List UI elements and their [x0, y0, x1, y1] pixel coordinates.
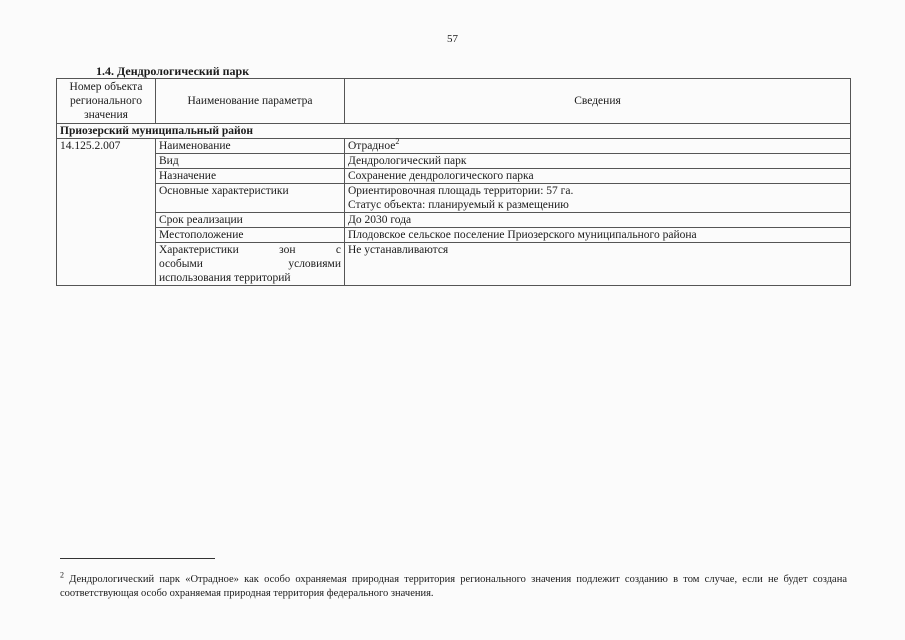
param-name: Основные характеристики — [156, 184, 345, 213]
param-name: Наименование — [156, 139, 345, 154]
param-line: особыми условиями — [159, 258, 341, 270]
table-header-row — [57, 79, 851, 124]
page-number: 57 — [447, 33, 458, 45]
table-row — [57, 184, 851, 213]
footnote-separator — [60, 558, 215, 559]
table-row — [57, 213, 851, 228]
param-line: Характеристики зон с — [159, 244, 341, 256]
parameters-table — [56, 78, 851, 286]
param-name: Назначение — [156, 169, 345, 184]
table-row — [57, 243, 851, 286]
param-value: Сохранение дендрологического парка — [345, 169, 851, 184]
param-value: До 2030 года — [345, 213, 851, 228]
footnote — [60, 570, 847, 601]
footnote-reference: 2 — [395, 137, 400, 147]
table-row — [57, 228, 851, 243]
footnote-text: Дендрологический парк «Отрадное» как особо охраняемая природная территория регионального значения подлежит созданию в том случае, если не будет создана соответствующая особо охраняемая природная территория федерального значения. — [60, 574, 847, 599]
header-details: Сведения — [345, 79, 851, 124]
param-value — [345, 139, 851, 154]
value-text: Отрадное — [348, 140, 396, 152]
table-row — [57, 169, 851, 184]
object-number: 14.125.2.007 — [57, 139, 156, 286]
param-value: Дендрологический парк — [345, 154, 851, 169]
table-row — [57, 154, 851, 169]
param-line: использования территорий — [159, 272, 291, 284]
region-row — [57, 124, 851, 139]
param-name: Вид — [156, 154, 345, 169]
param-name — [156, 243, 345, 286]
param-name: Срок реализации — [156, 213, 345, 228]
footnote-marker: 2 — [60, 570, 64, 580]
section-title: 1.4. Дендрологический парк — [96, 64, 250, 78]
param-value: Не устанавливаются — [345, 243, 851, 286]
table-row — [57, 139, 851, 154]
param-name: Местоположение — [156, 228, 345, 243]
header-parameter-name: Наименование параметра — [156, 79, 345, 124]
value-line: Статус объекта: планируемый к размещению — [348, 199, 569, 211]
region-name: Приозерский муниципальный район — [57, 124, 851, 139]
param-value: Плодовское сельское поселение Приозерского муниципального района — [345, 228, 851, 243]
header-object-number: Номер объекта регионального значения — [57, 79, 156, 124]
param-value — [345, 184, 851, 213]
value-line: Ориентировочная площадь территории: 57 га. — [348, 185, 574, 197]
